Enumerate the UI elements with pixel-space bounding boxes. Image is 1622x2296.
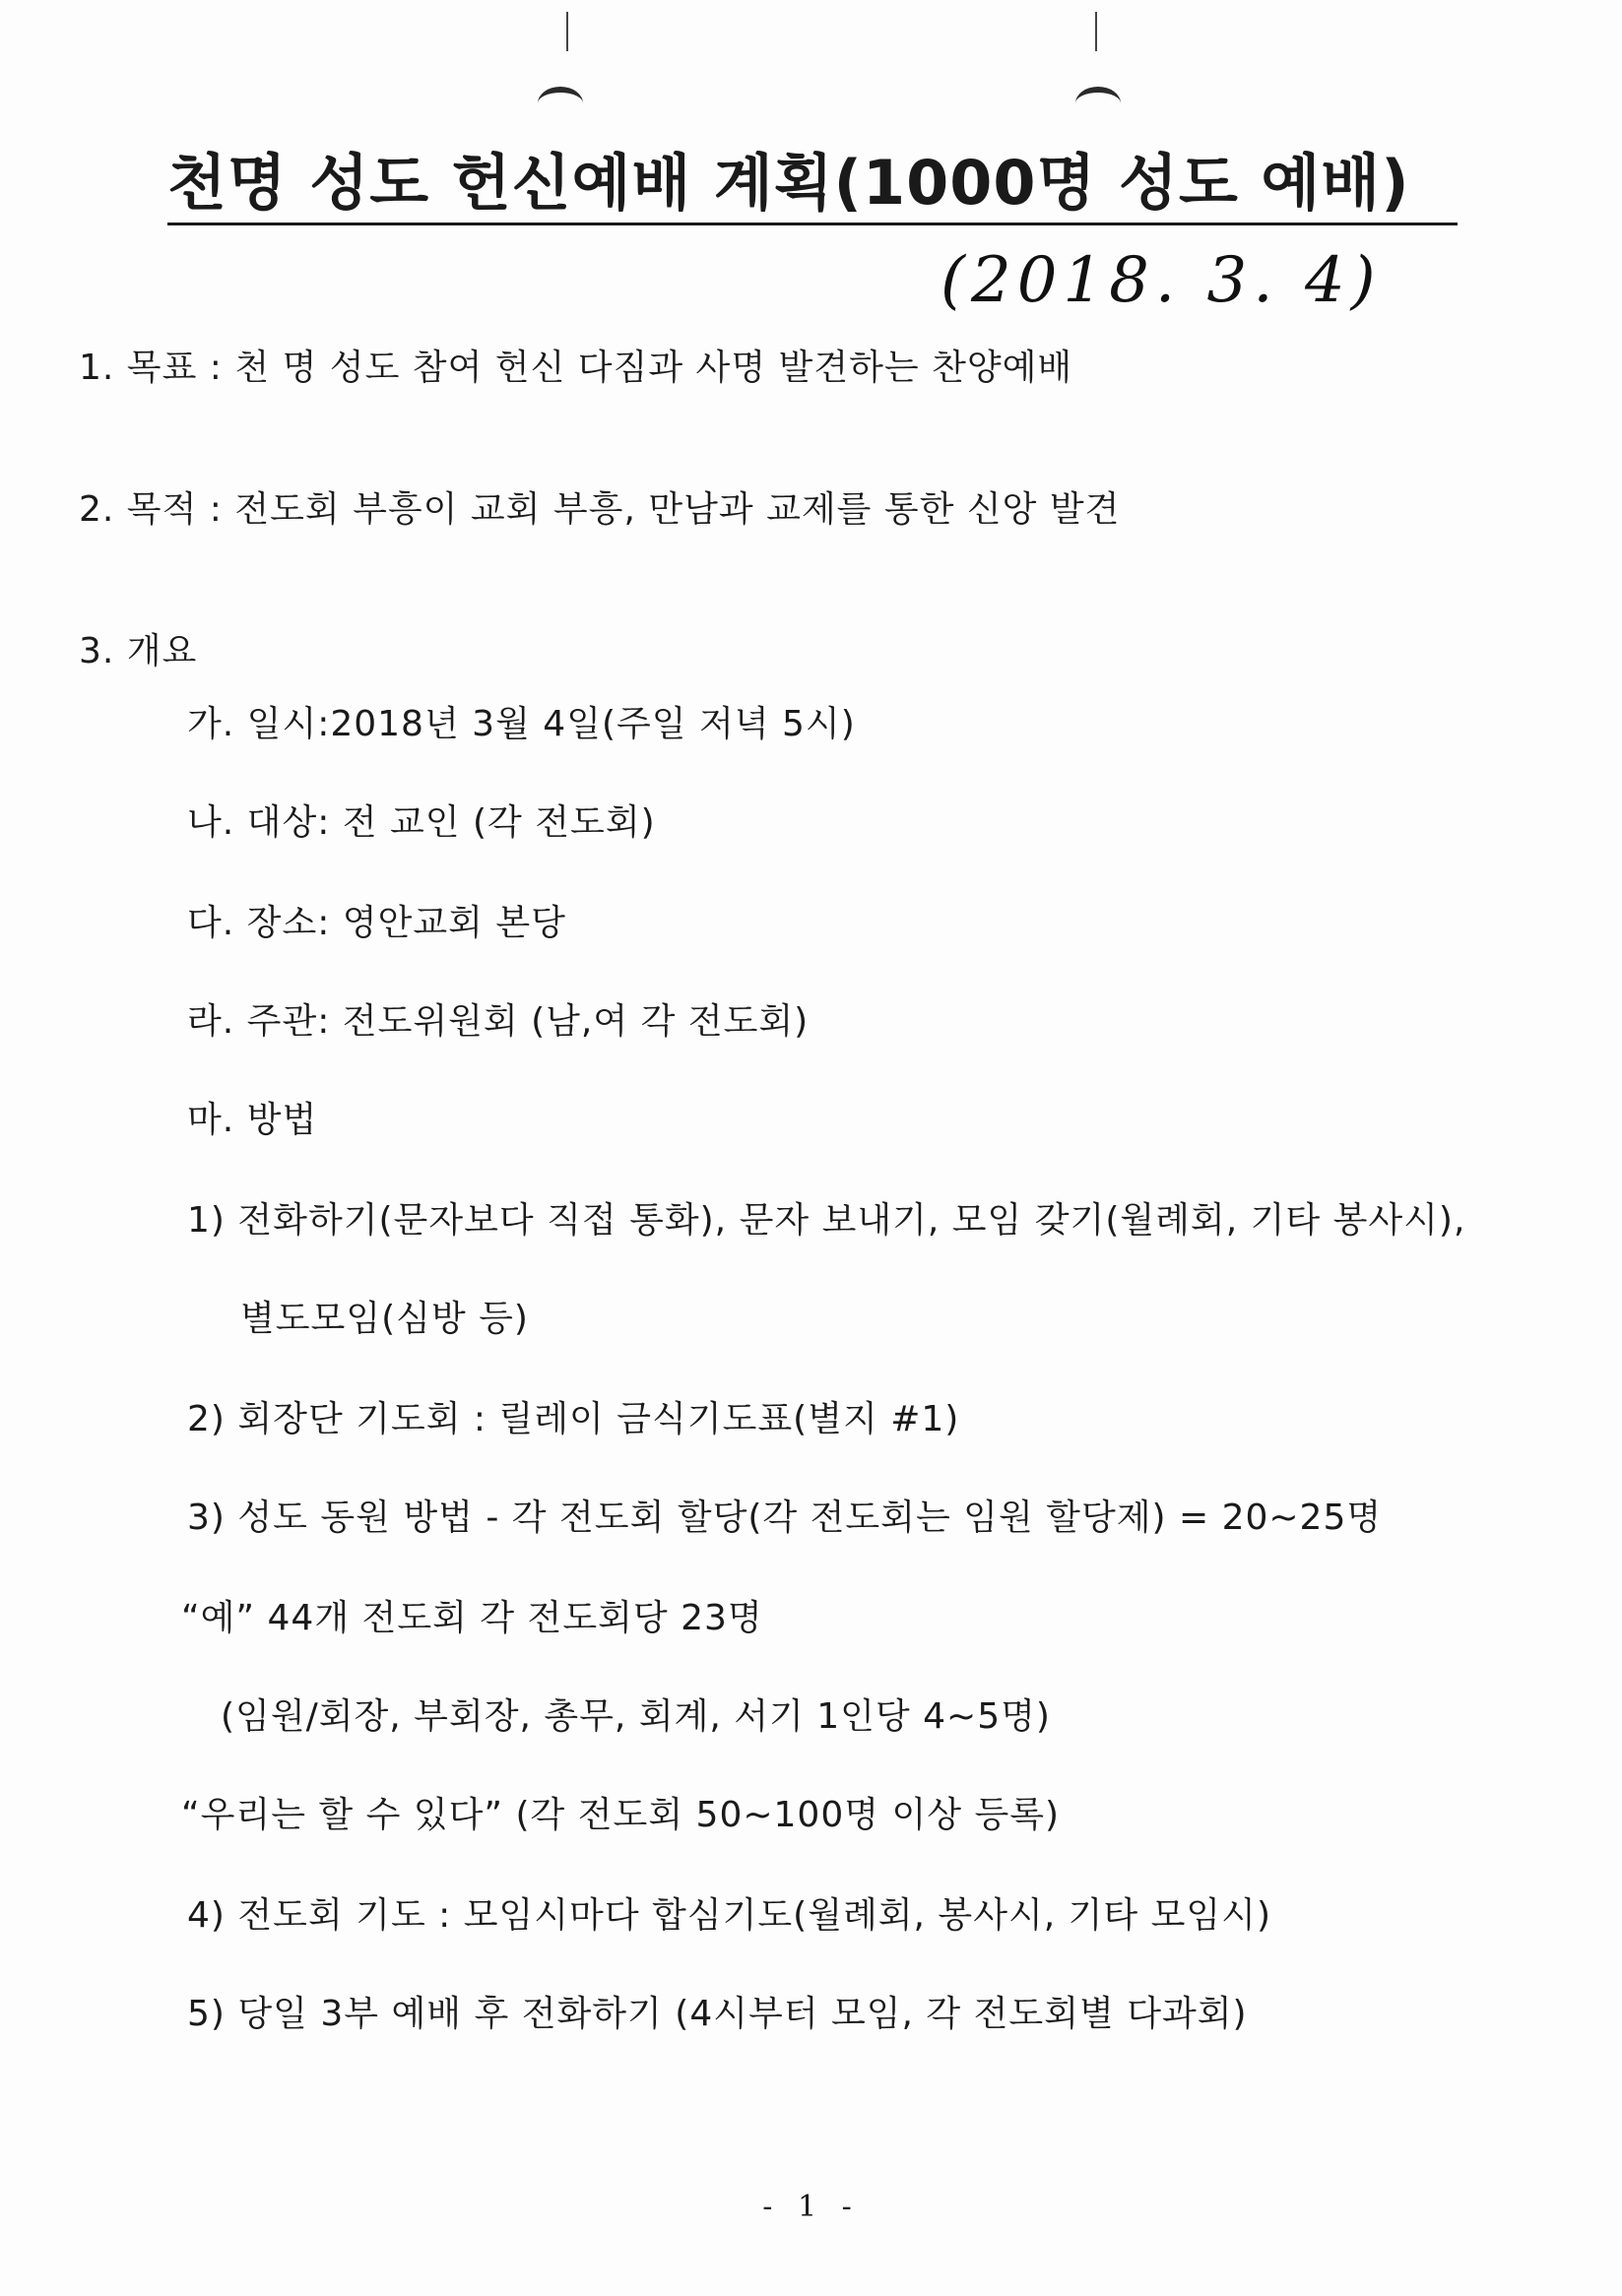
- method-item-3-example: “예” 44개 전도회 각 전도회당 23명: [181, 1598, 763, 1638]
- purpose-line: 2. 목적 : 전도회 부흥이 교회 부흥, 만남과 교제를 통한 신앙 발견: [79, 489, 1121, 530]
- overview-place-line: 다. 장소: 영안교회 본당: [187, 903, 566, 943]
- page-number: - 1 -: [762, 2190, 860, 2224]
- method-item-1-continued: 별도모임(심방 등): [240, 1299, 529, 1339]
- overview-target-line: 나. 대상: 전 교인 (각 전도회): [187, 802, 656, 843]
- overview-heading: 3. 개요: [79, 631, 198, 671]
- method-item-1: 1) 전화하기(문자보다 직접 통화), 문자 보내기, 모임 갖기(월례회, 기타 봉사시),: [187, 1200, 1466, 1241]
- method-item-3-officers: (임원/회장, 부회장, 총무, 회계, 서기 1인당 4~5명): [221, 1696, 1051, 1737]
- binding-mark-left: [566, 12, 568, 51]
- punch-hole-right-icon: [1075, 87, 1121, 120]
- document-title: 천명 성도 헌신예배 계획(1000명 성도 예배): [167, 148, 1458, 225]
- method-item-4: 4) 전도회 기도 : 모임시마다 합심기도(월례회, 봉사시, 기타 모임시): [187, 1895, 1272, 1936]
- punch-hole-left-icon: [538, 87, 583, 120]
- method-item-3: 3) 성도 동원 방법 - 각 전도회 할당(각 전도회는 임원 할당제) = 20~25명: [187, 1498, 1383, 1538]
- handwritten-date: (2018. 3. 4): [941, 244, 1382, 317]
- overview-method-heading: 마. 방법: [187, 1100, 318, 1140]
- overview-host-line: 라. 주관: 전도위원회 (남,여 각 전도회): [187, 1001, 810, 1042]
- method-item-5: 5) 당일 3부 예배 후 전화하기 (4시부터 모임, 각 전도회별 다과회): [187, 1994, 1248, 2034]
- goal-line: 1. 목표 : 천 명 성도 참여 헌신 다짐과 사명 발견하는 찬양예배: [79, 348, 1073, 388]
- binding-mark-right: [1095, 12, 1097, 51]
- overview-date-line: 가. 일시:2018년 3월 4일(주일 저녁 5시): [187, 704, 856, 744]
- method-item-3-slogan: “우리는 할 수 있다” (각 전도회 50~100명 이상 등록): [181, 1795, 1061, 1835]
- method-item-2: 2) 회장단 기도회 : 릴레이 금식기도표(별지 #1): [187, 1399, 960, 1439]
